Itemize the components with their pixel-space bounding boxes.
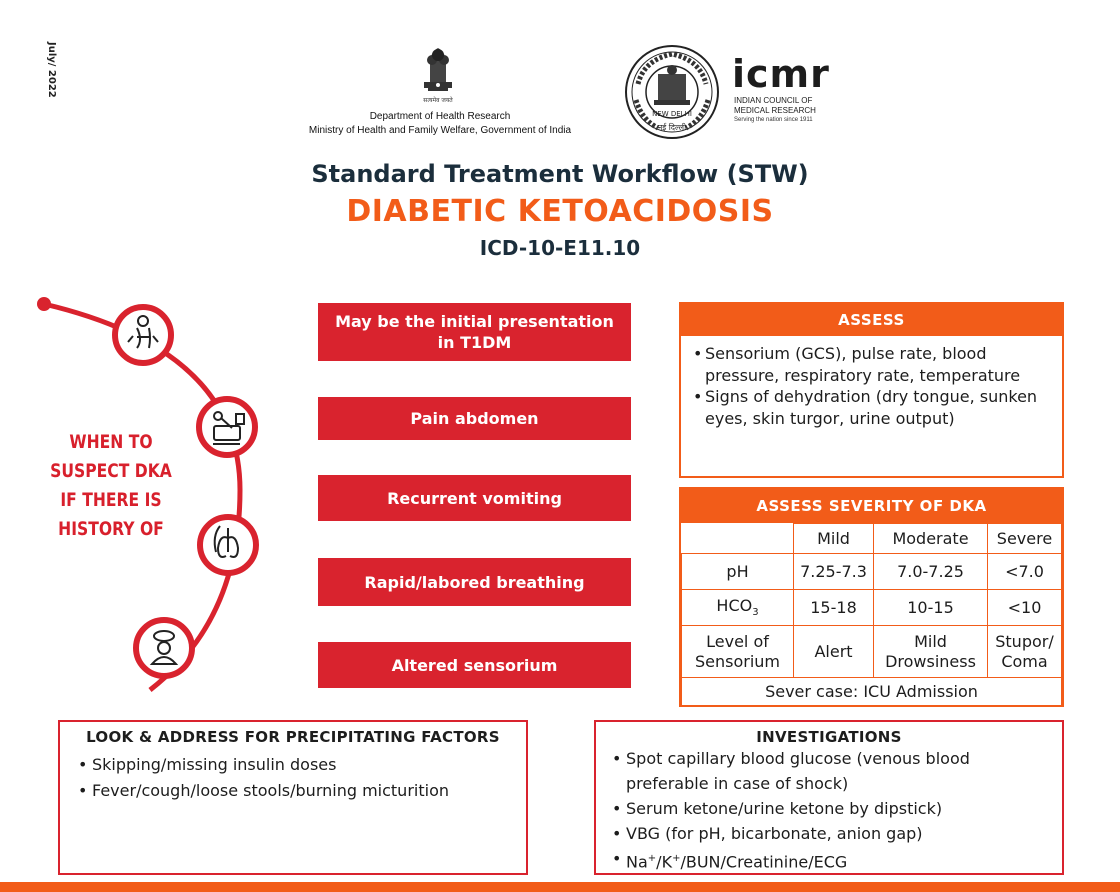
icd-code: ICD-10-E11.10 [479,236,641,260]
suspect-line3: IF THERE IS [60,489,162,511]
investigation-item: • Spot capillary blood glucose (venous blood preferable in case of shock) [612,746,1054,796]
symptom-recurrent-vomiting: Recurrent vomiting [318,475,631,521]
assess-item: • Sensorium (GCS), pulse rate, blood pressure, respiratory rate, temperature [693,343,1052,386]
icmr-name-line1: INDIAN COUNCIL OF [734,96,813,105]
hco3-subscript: 3 [752,607,759,619]
sensorium-icon-ring [136,620,192,676]
emblem-motto: सत्यमेव जयते [423,97,453,104]
table-corner [682,524,794,554]
table-cell: 10-15 [874,590,988,626]
factors-title: LOOK & ADDRESS FOR PRECIPITATING FACTORS [86,728,500,746]
precipitating-factors-panel [58,720,528,875]
investigations-panel [594,720,1064,875]
seal-city: NEW DELHI [652,110,692,118]
row-label-sensorium: Level of Sensorium [682,626,794,678]
column-header-moderate: Moderate [874,524,988,554]
severity-panel [679,487,1064,707]
ministry-name: Ministry of Health and Family Welfare, Government of India [308,125,572,136]
icmr-full-name [734,96,816,116]
icmr-seal-icon [624,44,720,140]
symptom-initial-presentation: May be the initial presentation in T1DM [318,303,631,361]
page-title: Standard Treatment Workflow (STW) [311,160,809,188]
column-header-mild: Mild [794,524,874,554]
column-header-severe: Severe [988,524,1062,554]
hco3-text: HCO [716,596,753,616]
symptom-altered-sensorium: Altered sensorium [318,642,631,688]
row-label-hco3 [682,590,794,626]
icmr-tagline: Serving the nation since 1911 [734,117,813,123]
investigation-item: • VBG (for pH, bicarbonate, anion gap) [612,821,1054,846]
suspect-line4: HISTORY OF [58,518,164,540]
severity-note: Sever case: ICU Admission [682,678,1062,706]
bun-creatinine-ecg-text: /BUN/Creatinine/ECG [680,852,848,872]
national-emblem-icon [418,42,458,108]
severity-title: ASSESS SEVERITY OF DKA [681,489,1062,523]
table-cell: Alert [794,626,874,678]
date-label: July/ 2022 [46,42,57,98]
department-block [300,110,580,138]
table-cell: 15-18 [794,590,874,626]
symptom-pain-abdomen: Pain abdomen [318,397,631,440]
suspect-line1: WHEN TO [69,431,153,453]
icmr-name-line2: MEDICAL RESEARCH [734,106,816,115]
investigation-item-electrolytes [612,846,1054,874]
table-cell: 7.0-7.25 [874,554,988,590]
condition-title: DIABETIC KETOACIDOSIS [346,194,774,229]
table-cell: <7.0 [988,554,1062,590]
bottom-accent-bar [0,882,1120,892]
factor-item: • Fever/cough/loose stools/burning micturition [78,778,516,804]
table-cell: 7.25-7.3 [794,554,874,590]
k-text: /K [656,852,673,872]
icmr-logo: icmr [732,52,830,96]
seal-hindi: नई दिल्ली [657,123,687,132]
investigation-item: • Serum ketone/urine ketone by dipstick) [612,796,1054,821]
investigations-title: INVESTIGATIONS [756,728,902,746]
assess-title: ASSESS [681,304,1062,336]
factor-item: • Skipping/missing insulin doses [78,752,516,778]
k-superscript: + [672,853,681,864]
symptom-rapid-breathing: Rapid/labored breathing [318,558,631,606]
assess-panel [679,302,1064,478]
table-cell: Stupor/ Coma [988,626,1062,678]
assess-item: • Signs of dehydration (dry tongue, sunken eyes, skin turgor, urine output) [693,386,1052,429]
department-name: Department of Health Research [369,111,511,122]
severity-table [681,523,1062,706]
suspect-line2: SUSPECT DKA [50,460,172,482]
na-text: Na [626,852,648,872]
row-label-ph: pH [682,554,794,590]
when-to-suspect-label [50,428,173,544]
table-cell: Mild Drowsiness [874,626,988,678]
na-superscript: + [647,853,657,864]
table-cell: <10 [988,590,1062,626]
